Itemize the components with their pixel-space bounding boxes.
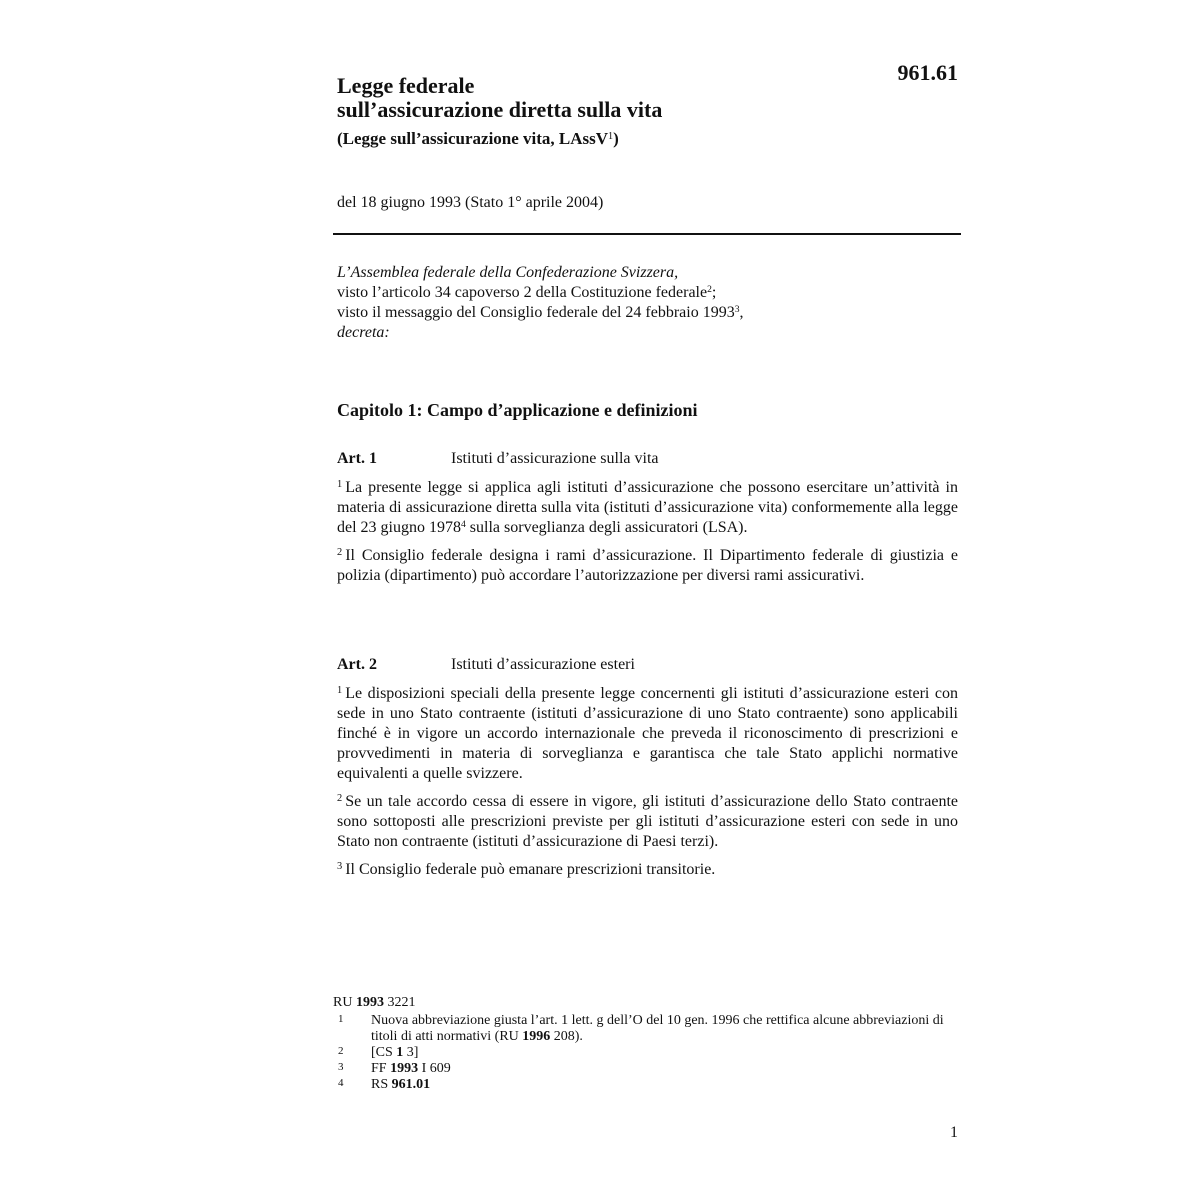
footnote-ref-2[interactable]: 2 [707, 284, 712, 296]
footnote-bold: 961.01 [391, 1077, 431, 1092]
footnote-1 [333, 1013, 953, 1045]
ru-reference [333, 995, 953, 1011]
paragraph-number: 1 [337, 685, 343, 697]
preamble-visto-2-end: , [739, 304, 744, 321]
preamble-assembly: L’Assemblea federale della Confederazione Svizzera, [337, 264, 679, 281]
footnote-number: 4 [338, 1077, 344, 1089]
paragraph-number: 1 [337, 479, 343, 491]
footnote-text-end: I 609 [418, 1061, 451, 1076]
short-title-text: (Legge sull’assicurazione vita, LAssV [337, 129, 609, 148]
paragraph-text: Il Consiglio federale può emanare prescrizioni transitorie. [345, 861, 716, 878]
article-number: Art. 2 [337, 656, 377, 673]
article-2 [337, 655, 958, 888]
title-line-1: Legge federale [337, 73, 475, 98]
preamble-decreta: decreta: [337, 324, 390, 341]
footnote-4 [333, 1077, 953, 1093]
footnote-text: [CS [371, 1045, 397, 1060]
footnote-ref-1[interactable]: 1 [608, 130, 614, 142]
paragraph-text: Se un tale accordo cessa di essere in vigore, gli istituti d’assicurazione dello Stato contraente sono sottoposti alle prescrizioni previste per gli istituti d’assicurazione esteri con sede in uno Stato non contraente (istituti d’assicurazione di Paesi terzi). [337, 793, 958, 850]
article-1 [337, 449, 958, 594]
footnote-bold: 1996 [522, 1029, 551, 1044]
chapter-heading: Capitolo 1: Campo d’applicazione e definizioni [337, 400, 698, 420]
preamble [337, 263, 957, 343]
horizontal-rule [333, 233, 961, 235]
short-title [337, 129, 857, 149]
footnote-text-end: 3] [403, 1045, 419, 1060]
footnote-number: 1 [338, 1013, 344, 1025]
article-title: Istituti d’assicurazione sulla vita [451, 450, 659, 467]
preamble-visto-1-end: ; [711, 284, 717, 301]
footnote-number: 2 [338, 1045, 344, 1057]
page-number: 1 [950, 1124, 958, 1141]
footnote-ref-4[interactable]: 4 [461, 519, 466, 531]
paragraph [337, 792, 958, 852]
paragraph [337, 478, 958, 538]
footnote-3 [333, 1061, 953, 1077]
paragraph [337, 860, 958, 880]
article-heading [337, 655, 958, 675]
short-title-close: ) [613, 129, 619, 148]
footnote-2 [333, 1045, 953, 1061]
footnote-text: RS [371, 1077, 392, 1092]
preamble-visto-1 [337, 283, 957, 303]
ru-page: 3221 [383, 995, 416, 1010]
footnote-bold: 1993 [390, 1061, 419, 1076]
paragraph-text-cont: sulla sorveglianza degli assicuratori (LSA). [465, 519, 748, 536]
footnote-bold: 1 [396, 1045, 404, 1060]
preamble-visto-2-text: visto il messaggio del Consiglio federale del 24 febbraio 1993 [337, 304, 735, 321]
footnote-text-end: 208). [550, 1029, 583, 1044]
preamble-visto-2 [337, 303, 957, 323]
footnote-text: Nuova abbreviazione giusta l’art. 1 lett. g dell’O del 10 gen. 1996 che rettifica alcune abbreviazioni di titoli di atti normativi (RU [371, 1013, 944, 1044]
paragraph-text: Le disposizioni speciali della presente legge concernenti gli istituti d’assicurazione esteri con sede in uno Stato contraente (istituti d’assicurazione di uno Stato contraente) sono applicabili finché è in vigore un accordo internazionale che preveda il riconoscimento di prescrizioni e provvedimenti in materia di sorveglianza e garantisca che tale Stato applichi normative equivalenti a quelle svizzere. [337, 685, 958, 782]
footnotes [333, 995, 953, 1093]
preamble-visto-1-text: visto l’articolo 34 capoverso 2 della Costituzione federale [337, 284, 708, 301]
paragraph-number: 2 [337, 547, 343, 559]
paragraph [337, 684, 958, 784]
paragraph-text: Il Consiglio federale designa i rami d’assicurazione. Il Dipartimento federale di giustizia e polizia (dipartimento) può accordare l’autorizzazione per diversi rami assicurativi. [337, 547, 958, 584]
paragraph-number: 3 [337, 861, 343, 873]
date-line: del 18 giugno 1993 (Stato 1° aprile 2004) [337, 194, 604, 211]
footnote-text: FF [371, 1061, 391, 1076]
paragraph-number: 2 [337, 793, 343, 805]
title-line-2: sull’assicurazione diretta sulla vita [337, 97, 663, 122]
sr-number: 961.61 [897, 60, 958, 85]
footnote-number: 3 [338, 1061, 344, 1073]
paragraph-text: La presente legge si applica agli istituti d’assicurazione che possono esercitare un’attività in materia di assicurazione diretta sulla vita (istituti d’assicurazione vita) conformemente alla legge del 23 giugno 1978 [337, 479, 958, 536]
footnote-ref-3[interactable]: 3 [734, 304, 740, 316]
article-title: Istituti d’assicurazione esteri [451, 656, 635, 673]
article-number: Art. 1 [337, 450, 377, 467]
ru-prefix: RU [333, 995, 356, 1010]
ru-year: 1993 [355, 995, 384, 1010]
paragraph [337, 546, 958, 586]
article-heading [337, 449, 958, 469]
title-block [337, 74, 857, 149]
